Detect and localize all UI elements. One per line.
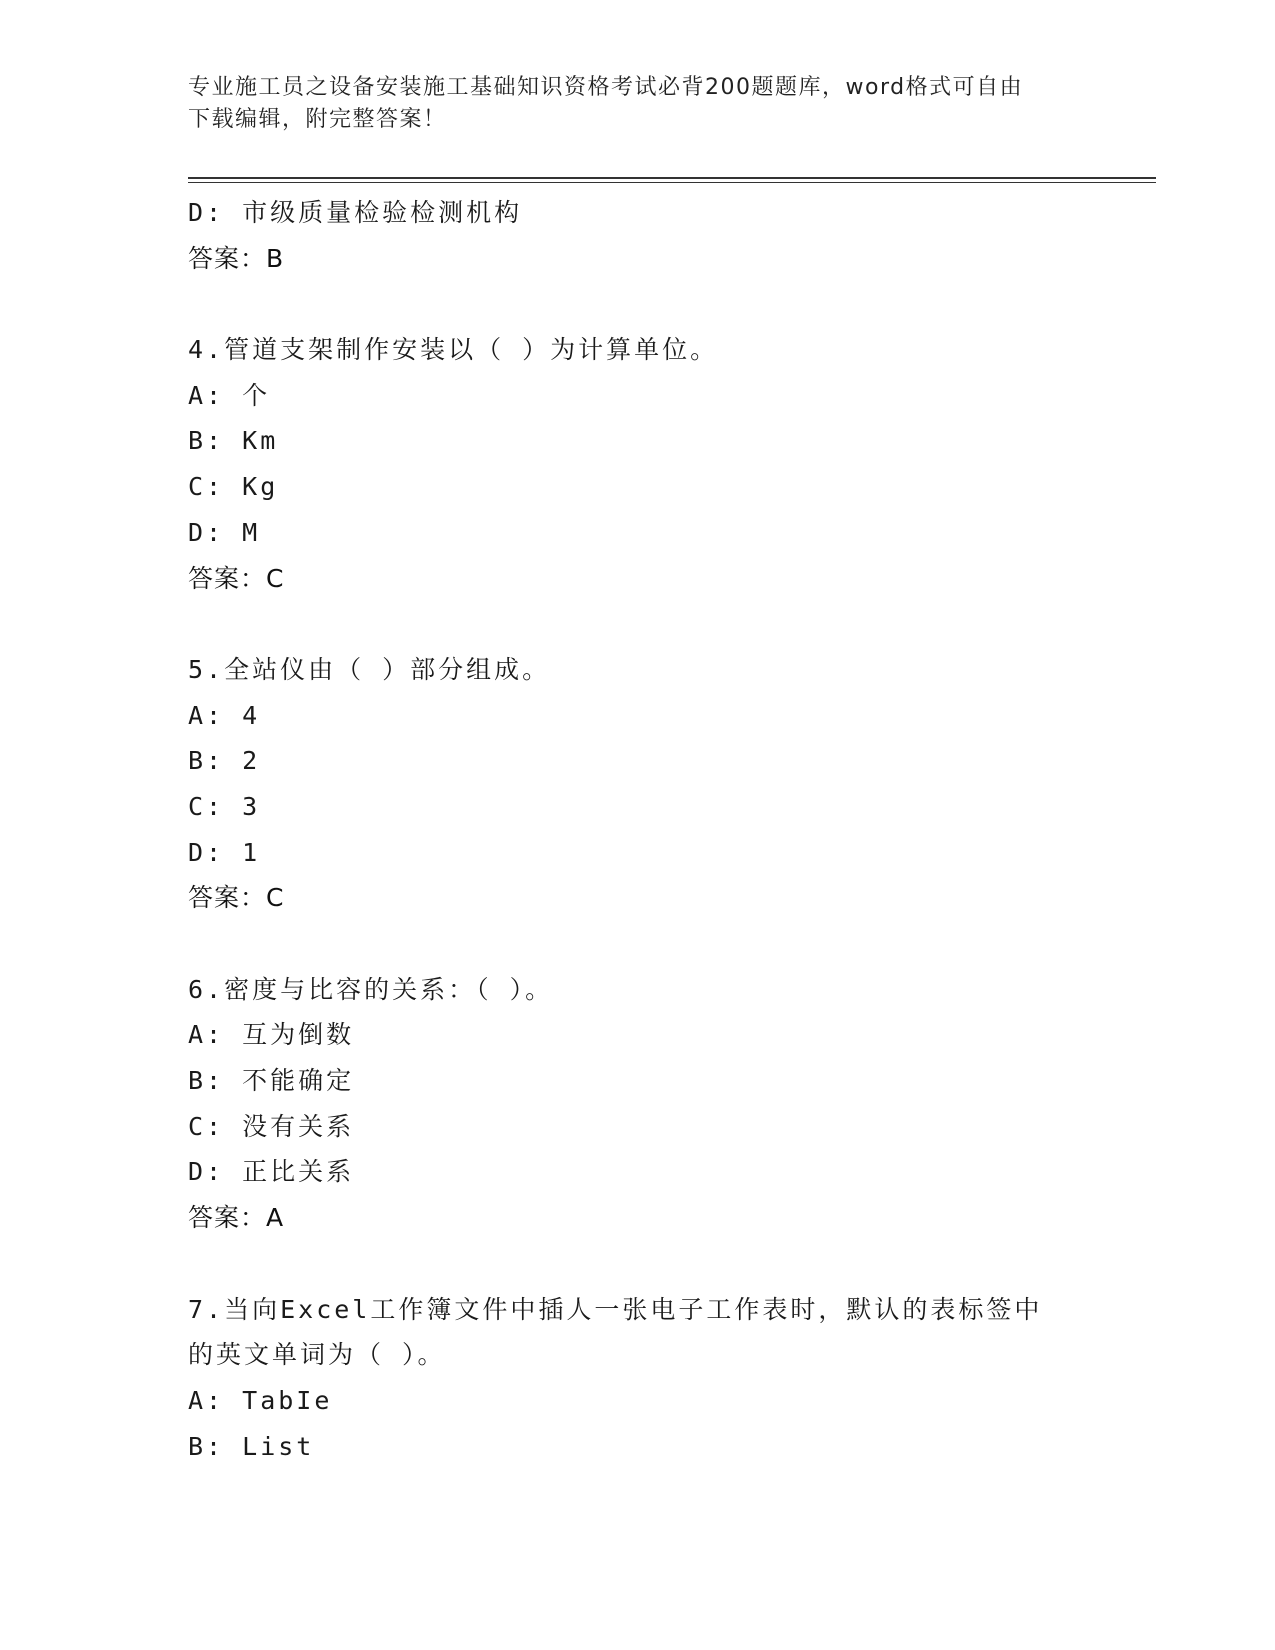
prev-answer: 答案：B	[188, 243, 285, 273]
header-divider-thick	[188, 177, 1156, 179]
option-c: C: 3	[188, 791, 261, 821]
option-d: D: 正比关系	[188, 1157, 355, 1187]
spacer	[188, 1241, 1088, 1287]
prev-option-d: D: 市级质量检验检测机构	[188, 198, 523, 227]
question-stem-line-2: 的英文单词为（ ）。	[188, 1340, 446, 1370]
header-divider-thin	[188, 182, 1156, 183]
option-b: B: 不能确定	[188, 1066, 355, 1096]
answer: 答案：C	[188, 883, 285, 913]
question-7	[188, 1287, 1088, 1470]
option-b: B: List	[188, 1431, 315, 1461]
question-stem-line-1: 7.当向Excel工作簿文件中插人一张电子工作表时，默认的表标签中	[188, 1294, 1043, 1324]
option-a: A: 4	[188, 700, 261, 730]
option-b: B: 2	[188, 746, 261, 776]
spacer	[188, 921, 1088, 967]
option-c: C: 没有关系	[188, 1111, 355, 1141]
question-stem: 6.密度与比容的关系：（ ）。	[188, 974, 554, 1004]
option-b: B: Km	[188, 426, 279, 456]
question-5	[188, 647, 1088, 921]
option-d: D: 1	[188, 837, 261, 867]
question-list	[188, 190, 1088, 1469]
option-d: D: M	[188, 517, 261, 547]
header-title-line-1: 专业施工员之设备安装施工基础知识资格考试必背200题题库，word格式可自由	[188, 75, 1024, 100]
option-a: A: 互为倒数	[188, 1020, 355, 1050]
spacer	[188, 601, 1088, 647]
document-header	[188, 72, 1088, 136]
question-stem: 5.全站仪由（ ）部分组成。	[188, 654, 551, 684]
option-a: A: 个	[188, 380, 271, 410]
question-4	[188, 327, 1088, 601]
option-c: C: Kg	[188, 472, 279, 502]
answer: 答案：C	[188, 563, 285, 593]
answer: 答案：A	[188, 1203, 285, 1233]
question-stem: 4.管道支架制作安装以（ ）为计算单位。	[188, 335, 719, 365]
option-a: A: TabIe	[188, 1385, 333, 1415]
header-title-line-2: 下载编辑，附完整答案！	[188, 107, 447, 132]
spacer	[188, 281, 1088, 327]
question-6	[188, 967, 1088, 1241]
